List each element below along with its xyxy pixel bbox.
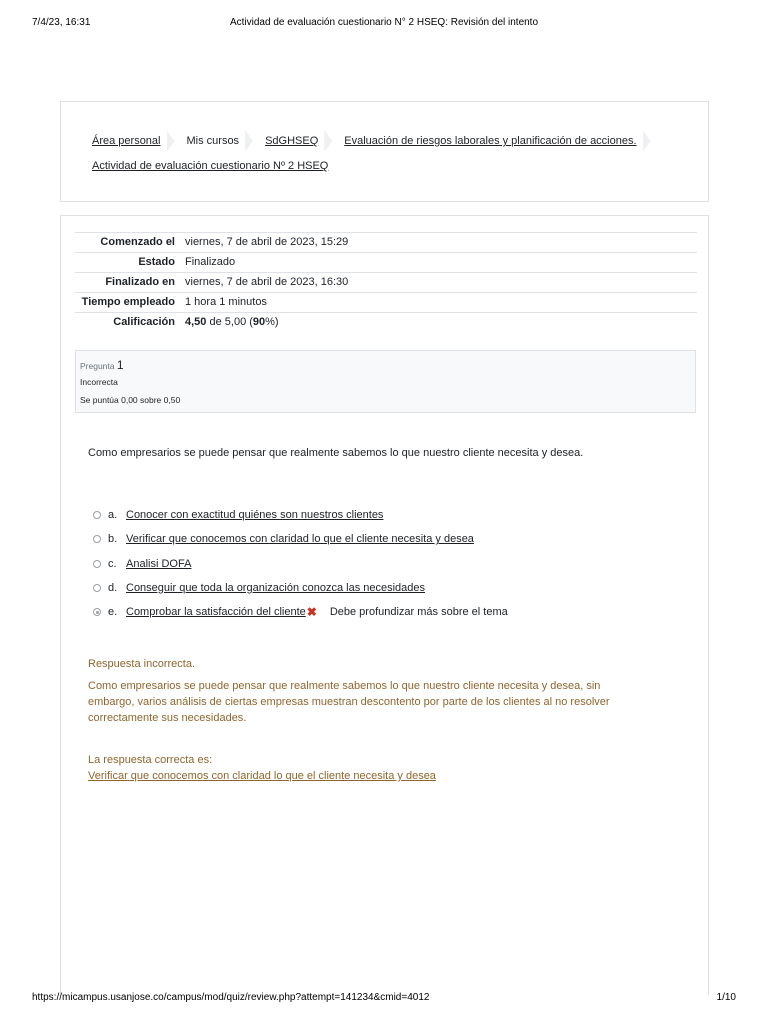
time-value: 1 hora 1 minutos bbox=[185, 296, 267, 308]
breadcrumb bbox=[60, 101, 709, 202]
question-info-box bbox=[75, 350, 696, 413]
finished-value: viernes, 7 de abril de 2023, 16:30 bbox=[185, 276, 349, 288]
finished-label: Finalizado en bbox=[105, 276, 175, 288]
question-text: Como empresarios se puede pensar que realmente sabemos lo que nuestro cliente necesita y desea. bbox=[88, 447, 584, 459]
print-url: https://micampus.usanjose.co/campus/mod/quiz/review.php?attempt=141234&cmid=4012 bbox=[32, 992, 430, 1003]
question-number-prefix: Pregunta bbox=[80, 361, 115, 371]
state-value: Finalizado bbox=[185, 256, 236, 268]
answer-option-d bbox=[93, 576, 508, 600]
table-row bbox=[75, 233, 697, 253]
grade-close: %) bbox=[265, 316, 279, 328]
radio-button[interactable] bbox=[93, 535, 101, 543]
answer-letter: e. bbox=[108, 606, 118, 619]
answer-text: Comprobar la satisfacción del cliente bbox=[126, 606, 306, 619]
radio-button[interactable] bbox=[93, 511, 101, 519]
answer-option-b bbox=[93, 527, 508, 551]
grade-value bbox=[183, 313, 697, 333]
table-row bbox=[75, 293, 697, 313]
grade-percent: 90 bbox=[252, 316, 266, 328]
radio-button[interactable] bbox=[93, 584, 101, 592]
question-number bbox=[80, 358, 124, 372]
incorrect-icon: ✖ bbox=[306, 605, 317, 620]
answer-option-c bbox=[93, 552, 508, 576]
feedback-verdict: Respuesta incorrecta. bbox=[88, 658, 195, 670]
print-datetime: 7/4/23, 16:31 bbox=[32, 17, 91, 28]
breadcrumb-item-activity[interactable]: Actividad de evaluación cuestionario Nº 2 HSEQ bbox=[92, 160, 329, 172]
answer-text: Analisi DOFA bbox=[126, 557, 192, 570]
grade-score: 4,50 bbox=[185, 316, 207, 328]
grade-label: Calificación bbox=[113, 316, 175, 328]
attempt-summary-table bbox=[75, 232, 697, 332]
answer-text: Conseguir que toda la organización conozca las necesidades bbox=[126, 582, 426, 595]
general-feedback: Como empresarios se puede pensar que realmente sabemos lo que nuestro cliente necesita y desea, sin embargo, varios análisis de ciertas empresas muestran descontento por parte de los clientes al no resolver correctamente sus necesidades. bbox=[88, 680, 610, 724]
grade-total: de 5,00 ( bbox=[209, 316, 253, 328]
table-row bbox=[75, 313, 697, 333]
answer-feedback: Debe profundizar más sobre el tema bbox=[329, 606, 508, 619]
breadcrumb-item-area-personal[interactable]: Área personal bbox=[92, 135, 161, 147]
page-counter: 1/10 bbox=[716, 992, 736, 1003]
question-grade: Se puntúa 0,00 sobre 0,50 bbox=[80, 395, 181, 405]
feedback-block bbox=[88, 656, 648, 784]
breadcrumb-separator-icon bbox=[324, 130, 332, 152]
answer-list bbox=[93, 503, 508, 624]
breadcrumb-separator-icon bbox=[245, 130, 253, 152]
time-label: Tiempo empleado bbox=[81, 296, 175, 308]
answer-text: Verificar que conocemos con claridad lo que el cliente necesita y desea bbox=[126, 533, 474, 546]
answer-text: Conocer con exactitud quiénes son nuestros clientes bbox=[126, 509, 384, 522]
started-label: Comenzado el bbox=[100, 236, 175, 248]
started-value: viernes, 7 de abril de 2023, 15:29 bbox=[185, 236, 349, 248]
answer-option-e bbox=[93, 600, 508, 624]
answer-option-a bbox=[93, 503, 508, 527]
right-answer-label: La respuesta correcta es: bbox=[88, 754, 213, 766]
breadcrumb-separator-icon bbox=[643, 130, 651, 152]
breadcrumb-item-course[interactable]: SdGHSEQ bbox=[265, 135, 319, 147]
breadcrumb-item-section[interactable]: Evaluación de riesgos laborales y planificación de acciones. bbox=[344, 135, 637, 147]
question-number-value: 1 bbox=[116, 358, 124, 372]
quiz-review-card bbox=[60, 215, 709, 995]
state-label: Estado bbox=[138, 256, 175, 268]
right-answer-text: Verificar que conocemos con claridad lo que el cliente necesita y desea bbox=[88, 770, 436, 782]
table-row bbox=[75, 253, 697, 273]
answer-letter: d. bbox=[108, 582, 118, 595]
radio-button[interactable] bbox=[93, 560, 101, 568]
table-row bbox=[75, 273, 697, 293]
answer-letter: b. bbox=[108, 533, 118, 546]
radio-button-selected[interactable] bbox=[93, 608, 101, 616]
question-state: Incorrecta bbox=[80, 377, 118, 387]
breadcrumb-separator-icon bbox=[167, 130, 175, 152]
answer-letter: c. bbox=[108, 557, 117, 570]
answer-letter: a. bbox=[108, 509, 118, 522]
breadcrumb-item-mis-cursos[interactable]: Mis cursos bbox=[186, 135, 240, 147]
print-title: Actividad de evaluación cuestionario N° 2 HSEQ: Revisión del intento bbox=[229, 17, 539, 28]
